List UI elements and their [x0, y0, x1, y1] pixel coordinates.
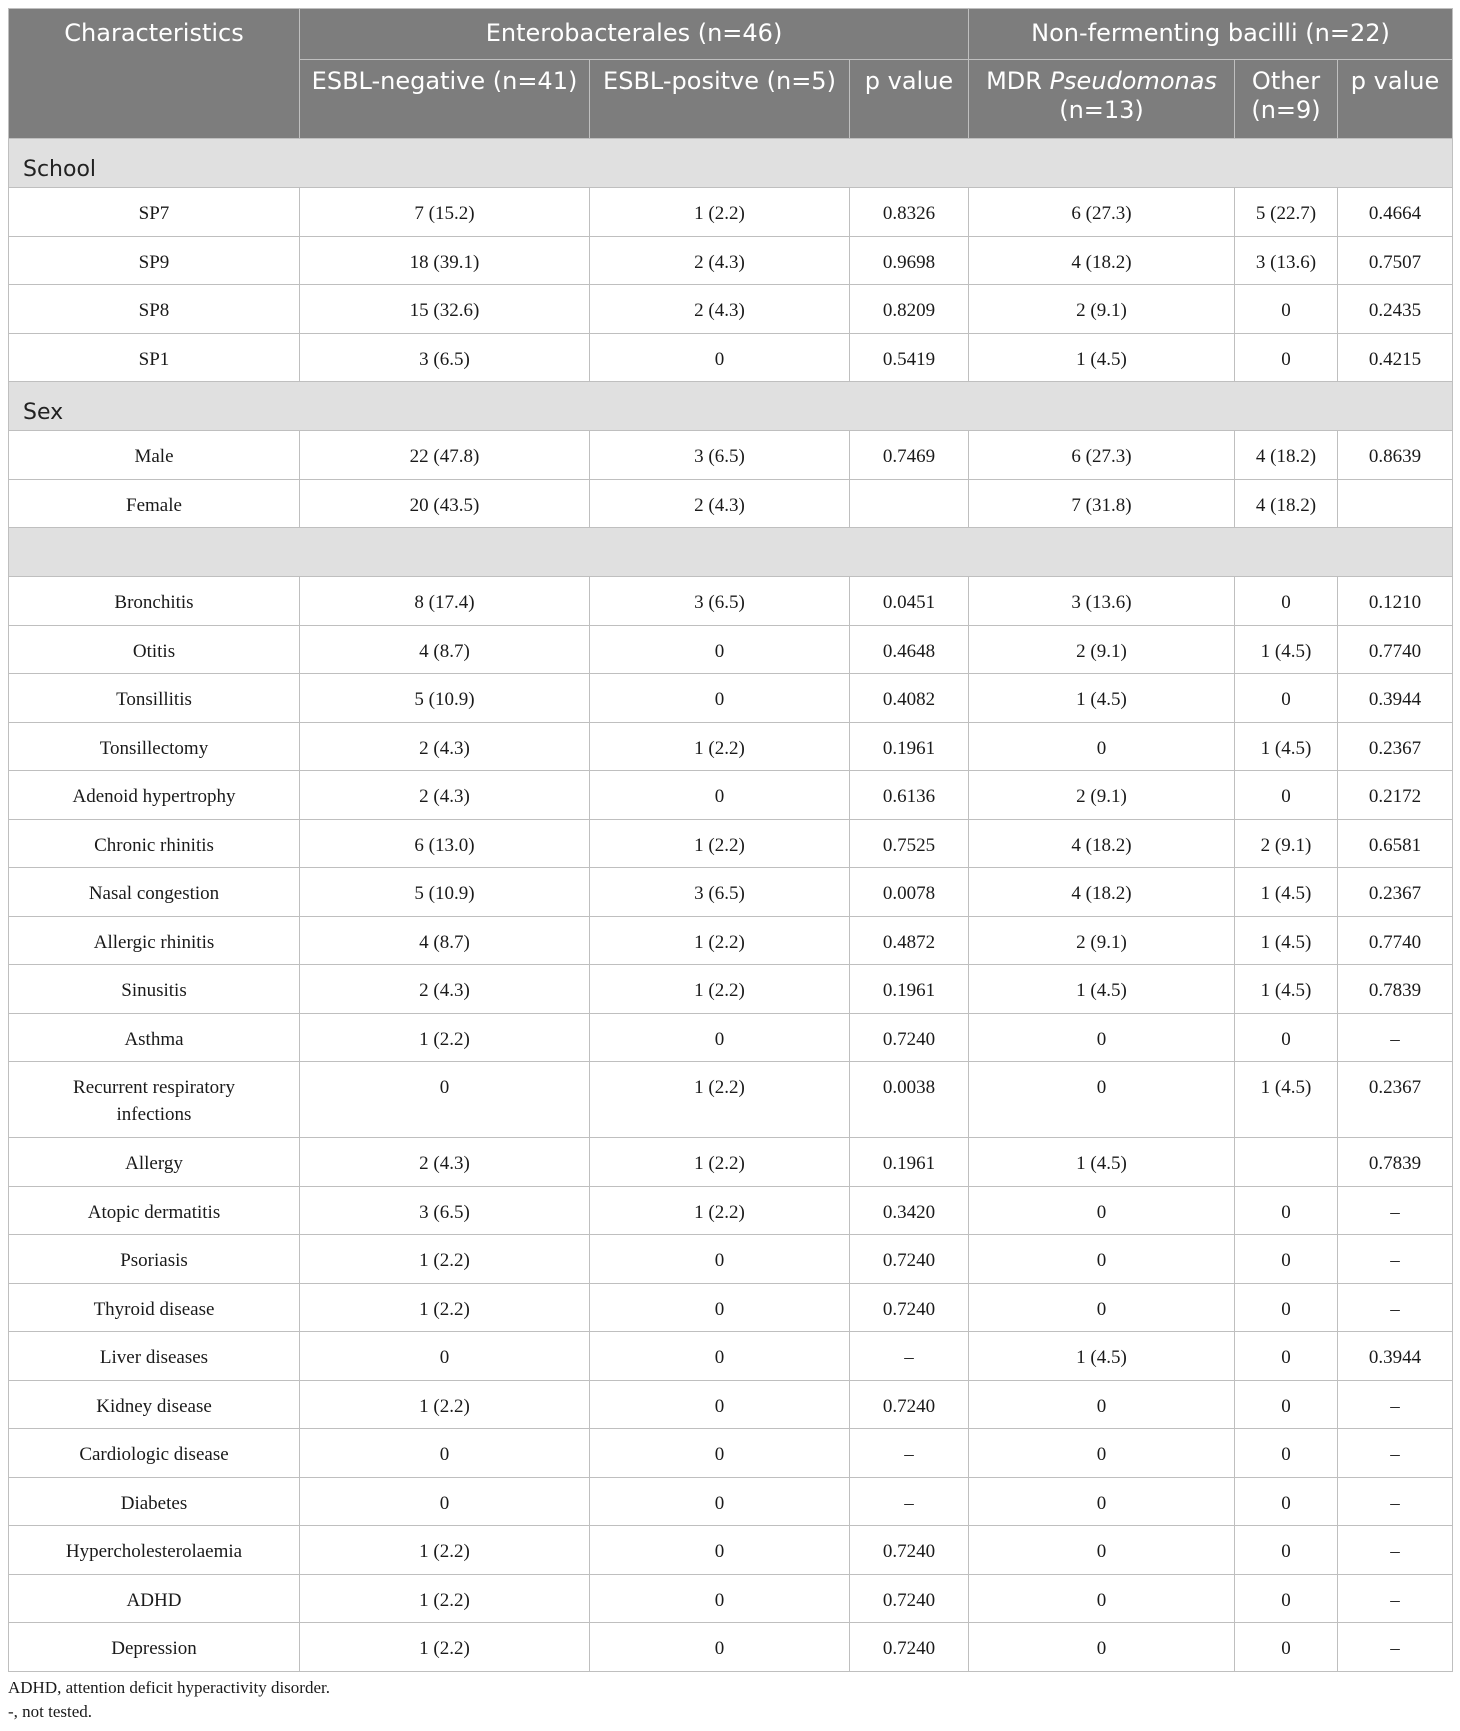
table-cell: 0.4872	[850, 916, 969, 965]
table-cell: 0	[590, 1235, 850, 1284]
header-mdr-prefix: MDR	[986, 67, 1050, 95]
table-cell	[1338, 479, 1453, 528]
table-cell: 0.1961	[850, 722, 969, 771]
table-cell: 0.7240	[850, 1235, 969, 1284]
table-cell: 0	[969, 722, 1235, 771]
table-cell: 7 (15.2)	[300, 188, 590, 237]
table-cell: 1 (4.5)	[1235, 916, 1338, 965]
table-cell: 0.7839	[1338, 965, 1453, 1014]
table-cell: 0.7740	[1338, 916, 1453, 965]
table-cell: 0	[1235, 1477, 1338, 1526]
table-cell: 0.7469	[850, 431, 969, 480]
table-cell: 1 (4.5)	[1235, 625, 1338, 674]
table-cell: 0.7507	[1338, 236, 1453, 285]
table-cell: 0.7740	[1338, 625, 1453, 674]
header-other	[1235, 60, 1338, 139]
table-cell: 3 (13.6)	[969, 577, 1235, 626]
table-cell: 0	[590, 1380, 850, 1429]
row-label: SP9	[9, 236, 300, 285]
table-cell: 1 (2.2)	[590, 965, 850, 1014]
table-cell: 4 (18.2)	[1235, 431, 1338, 480]
table-cell: 0	[590, 1332, 850, 1381]
row-label: Otitis	[9, 625, 300, 674]
table-cell: 0.1210	[1338, 577, 1453, 626]
table-cell: 0.7525	[850, 819, 969, 868]
table-cell: 2 (4.3)	[590, 236, 850, 285]
row-label: Sinusitis	[9, 965, 300, 1014]
table-cell: 0	[1235, 1526, 1338, 1575]
table-cell: 4 (18.2)	[969, 868, 1235, 917]
table-cell: 0	[969, 1186, 1235, 1235]
row-label: Allergic rhinitis	[9, 916, 300, 965]
table-cell: 0	[969, 1429, 1235, 1478]
table-cell: 0.9698	[850, 236, 969, 285]
table-cell: 8 (17.4)	[300, 577, 590, 626]
table-row	[9, 1574, 1453, 1623]
table-row	[9, 431, 1453, 480]
table-cell: 0	[590, 1283, 850, 1332]
header-mdr-genus: Pseudomonas	[1049, 67, 1217, 95]
table-cell: –	[850, 1332, 969, 1381]
table-cell: 0.8209	[850, 285, 969, 334]
table-row	[9, 1062, 1453, 1138]
table-cell: 0	[969, 1526, 1235, 1575]
table-cell: 0	[1235, 1332, 1338, 1381]
table-body	[9, 139, 1453, 1672]
table-cell: 0	[300, 1477, 590, 1526]
row-label: Allergy	[9, 1138, 300, 1187]
table-cell: 4 (8.7)	[300, 916, 590, 965]
table-cell: 0	[590, 1574, 850, 1623]
table-row	[9, 916, 1453, 965]
table-row	[9, 479, 1453, 528]
table-row	[9, 674, 1453, 723]
table-cell: 2 (4.3)	[300, 722, 590, 771]
header-esbl-negative: ESBL-negative (n=41)	[300, 60, 590, 139]
table-cell: 3 (6.5)	[300, 1186, 590, 1235]
section-row	[9, 139, 1453, 188]
row-label: Bronchitis	[9, 577, 300, 626]
table-row	[9, 577, 1453, 626]
table-cell: 1 (4.5)	[969, 674, 1235, 723]
row-label: SP8	[9, 285, 300, 334]
table-row	[9, 1283, 1453, 1332]
table-cell: 0.4082	[850, 674, 969, 723]
row-label: Thyroid disease	[9, 1283, 300, 1332]
row-label: Male	[9, 431, 300, 480]
table-cell: 0.3944	[1338, 1332, 1453, 1381]
table-cell: 0	[590, 625, 850, 674]
table-cell: 3 (6.5)	[590, 577, 850, 626]
table-cell: 4 (18.2)	[969, 819, 1235, 868]
table-cell: 2 (9.1)	[969, 916, 1235, 965]
table-cell: 0.7240	[850, 1013, 969, 1062]
table-header	[9, 9, 1453, 139]
table-row	[9, 1526, 1453, 1575]
table-row	[9, 285, 1453, 334]
table-cell: 0	[1235, 771, 1338, 820]
header-non-fermenting-bacilli: Non-fermenting bacilli (n=22)	[969, 9, 1453, 60]
table-cell: 1 (2.2)	[590, 819, 850, 868]
row-label: Diabetes	[9, 1477, 300, 1526]
table-cell: 0	[590, 1477, 850, 1526]
row-label: Chronic rhinitis	[9, 819, 300, 868]
table-cell: 0.1961	[850, 1138, 969, 1187]
row-label: Depression	[9, 1623, 300, 1672]
table-row	[9, 771, 1453, 820]
row-label: Kidney disease	[9, 1380, 300, 1429]
table-row	[9, 188, 1453, 237]
table-cell: 1 (2.2)	[300, 1235, 590, 1284]
table-cell: 2 (9.1)	[969, 625, 1235, 674]
header-p-value-1: p value	[850, 60, 969, 139]
table-cell: 2 (4.3)	[300, 965, 590, 1014]
table-cell: 0.8326	[850, 188, 969, 237]
footnotes	[8, 1676, 1452, 1724]
table-cell: 0	[300, 1062, 590, 1138]
table-cell: 0.3420	[850, 1186, 969, 1235]
table-row	[9, 1186, 1453, 1235]
header-other-label: Other	[1251, 67, 1321, 95]
table-cell: 2 (4.3)	[300, 1138, 590, 1187]
table-row	[9, 1138, 1453, 1187]
table-cell: 0	[1235, 1013, 1338, 1062]
table-cell: 6 (13.0)	[300, 819, 590, 868]
header-characteristics: Characteristics	[9, 9, 300, 139]
table-row	[9, 625, 1453, 674]
table-cell: 2 (4.3)	[590, 285, 850, 334]
table-cell: 1 (2.2)	[590, 1138, 850, 1187]
table-cell: 0	[969, 1062, 1235, 1138]
table-cell: 0.7240	[850, 1526, 969, 1575]
table-row	[9, 1477, 1453, 1526]
table-cell: 0.0038	[850, 1062, 969, 1138]
table-cell: –	[1338, 1013, 1453, 1062]
row-label: Tonsillectomy	[9, 722, 300, 771]
table-cell: 0.1961	[850, 965, 969, 1014]
table-cell: –	[850, 1429, 969, 1478]
section-title: Sex	[9, 382, 1453, 431]
table-cell: 2 (9.1)	[969, 771, 1235, 820]
table-cell: 0.6581	[1338, 819, 1453, 868]
table-cell: 15 (32.6)	[300, 285, 590, 334]
table-row	[9, 1429, 1453, 1478]
table-cell: 2 (9.1)	[1235, 819, 1338, 868]
table-cell: 0	[300, 1332, 590, 1381]
table-cell: 0.7240	[850, 1623, 969, 1672]
row-label: Atopic dermatitis	[9, 1186, 300, 1235]
header-mdr-pseudomonas	[969, 60, 1235, 139]
header-esbl-positive: ESBL-positve (n=5)	[590, 60, 850, 139]
table-cell: 0.4664	[1338, 188, 1453, 237]
table-row	[9, 819, 1453, 868]
header-enterobacterales: Enterobacterales (n=46)	[300, 9, 969, 60]
table-row	[9, 1623, 1453, 1672]
table-cell: 2 (4.3)	[590, 479, 850, 528]
table-cell: 0.4215	[1338, 333, 1453, 382]
table-cell: 5 (10.9)	[300, 674, 590, 723]
table-cell: 0	[590, 1623, 850, 1672]
table-cell: 3 (6.5)	[300, 333, 590, 382]
table-cell: 1 (2.2)	[590, 722, 850, 771]
table-cell: 1 (2.2)	[300, 1283, 590, 1332]
table-cell: –	[1338, 1477, 1453, 1526]
table-cell: 0	[1235, 1380, 1338, 1429]
table-cell: 0.7839	[1338, 1138, 1453, 1187]
table-cell: 0	[590, 333, 850, 382]
section-row	[9, 382, 1453, 431]
table-cell: 6 (27.3)	[969, 188, 1235, 237]
header-mdr-n: (n=13)	[1059, 96, 1144, 124]
table-cell: 1 (2.2)	[300, 1574, 590, 1623]
table-cell: 0	[1235, 1235, 1338, 1284]
table-cell	[1235, 1138, 1338, 1187]
table-row	[9, 1235, 1453, 1284]
row-label: Tonsillitis	[9, 674, 300, 723]
table-container	[8, 8, 1452, 1724]
table-cell: 7 (31.8)	[969, 479, 1235, 528]
row-label: Cardiologic disease	[9, 1429, 300, 1478]
table-cell: 1 (2.2)	[300, 1013, 590, 1062]
row-label: SP1	[9, 333, 300, 382]
row-label: ADHD	[9, 1574, 300, 1623]
table-cell: 0.7240	[850, 1380, 969, 1429]
table-cell: 1 (4.5)	[1235, 1062, 1338, 1138]
table-cell: –	[1338, 1429, 1453, 1478]
table-cell: 1 (4.5)	[969, 1138, 1235, 1187]
table-cell: 0	[1235, 577, 1338, 626]
row-label: Recurrent respiratory infections	[9, 1062, 300, 1138]
table-cell: 1 (4.5)	[969, 1332, 1235, 1381]
table-cell: 1 (2.2)	[300, 1380, 590, 1429]
table-cell	[850, 479, 969, 528]
row-label: Nasal congestion	[9, 868, 300, 917]
table-cell: 0	[1235, 1574, 1338, 1623]
table-cell: 0	[969, 1574, 1235, 1623]
table-cell: 2 (4.3)	[300, 771, 590, 820]
table-cell: –	[1338, 1380, 1453, 1429]
table-cell: 3 (13.6)	[1235, 236, 1338, 285]
table-cell: 0	[969, 1013, 1235, 1062]
table-cell: 4 (18.2)	[1235, 479, 1338, 528]
row-label: Asthma	[9, 1013, 300, 1062]
section-title: School	[9, 139, 1453, 188]
table-cell: 0.2367	[1338, 722, 1453, 771]
table-cell: 0	[1235, 1429, 1338, 1478]
table-cell: 5 (10.9)	[300, 868, 590, 917]
row-label: Hypercholesterolaemia	[9, 1526, 300, 1575]
table-cell: 0	[590, 1526, 850, 1575]
table-row	[9, 236, 1453, 285]
table-cell: –	[850, 1477, 969, 1526]
row-label: Psoriasis	[9, 1235, 300, 1284]
table-cell: 0	[1235, 285, 1338, 334]
table-cell: 0	[969, 1283, 1235, 1332]
table-cell: 3 (6.5)	[590, 868, 850, 917]
row-label: Female	[9, 479, 300, 528]
table-cell: 5 (22.7)	[1235, 188, 1338, 237]
table-cell: 0.5419	[850, 333, 969, 382]
table-cell: 0.0451	[850, 577, 969, 626]
row-label: SP7	[9, 188, 300, 237]
table-cell: 1 (4.5)	[969, 965, 1235, 1014]
table-cell: –	[1338, 1526, 1453, 1575]
table-cell: 0.6136	[850, 771, 969, 820]
table-row	[9, 1380, 1453, 1429]
table-row	[9, 722, 1453, 771]
table-cell: 22 (47.8)	[300, 431, 590, 480]
table-cell: 0	[1235, 1283, 1338, 1332]
table-cell: 0	[1235, 674, 1338, 723]
table-cell: –	[1338, 1574, 1453, 1623]
table-cell: 2 (9.1)	[969, 285, 1235, 334]
table-cell: 0.3944	[1338, 674, 1453, 723]
table-cell: 0	[1235, 333, 1338, 382]
footnote: -, not tested.	[8, 1701, 93, 1721]
table-row	[9, 333, 1453, 382]
header-other-n: (n=9)	[1251, 96, 1321, 124]
table-cell: 20 (43.5)	[300, 479, 590, 528]
table-cell: 0.7240	[850, 1283, 969, 1332]
table-cell: 0	[590, 674, 850, 723]
table-cell: 1 (2.2)	[300, 1623, 590, 1672]
table-cell: 0	[300, 1429, 590, 1478]
table-row	[9, 965, 1453, 1014]
table-cell: 4 (8.7)	[300, 625, 590, 674]
table-cell: –	[1338, 1186, 1453, 1235]
table-cell: 1 (2.2)	[590, 916, 850, 965]
table-cell: 0	[590, 1429, 850, 1478]
table-cell: 0	[590, 771, 850, 820]
table-cell: 1 (2.2)	[590, 1186, 850, 1235]
table-cell: 0	[969, 1380, 1235, 1429]
table-cell: 0.4648	[850, 625, 969, 674]
table-cell: 0	[969, 1235, 1235, 1284]
table-cell: –	[1338, 1283, 1453, 1332]
table-cell: 1 (2.2)	[590, 1062, 850, 1138]
header-p-value-2: p value	[1338, 60, 1453, 139]
table-cell: 1 (4.5)	[1235, 868, 1338, 917]
table-cell: –	[1338, 1235, 1453, 1284]
table-cell: –	[1338, 1623, 1453, 1672]
table-row	[9, 1332, 1453, 1381]
table-cell: 0.2172	[1338, 771, 1453, 820]
table-cell: 0.7240	[850, 1574, 969, 1623]
table-row	[9, 1013, 1453, 1062]
table-cell: 18 (39.1)	[300, 236, 590, 285]
section-title	[9, 528, 1453, 577]
table-cell: 0.2367	[1338, 1062, 1453, 1138]
table-cell: 1 (2.2)	[300, 1526, 590, 1575]
row-label: Liver diseases	[9, 1332, 300, 1381]
table-cell: 1 (4.5)	[1235, 965, 1338, 1014]
characteristics-table	[8, 8, 1453, 1672]
section-row	[9, 528, 1453, 577]
table-cell: 0.2435	[1338, 285, 1453, 334]
table-cell: 4 (18.2)	[969, 236, 1235, 285]
table-cell: 0.2367	[1338, 868, 1453, 917]
table-cell: 0	[1235, 1623, 1338, 1672]
table-cell: 0	[969, 1623, 1235, 1672]
table-cell: 0.8639	[1338, 431, 1453, 480]
row-label: Adenoid hypertrophy	[9, 771, 300, 820]
table-row	[9, 868, 1453, 917]
table-cell: 3 (6.5)	[590, 431, 850, 480]
table-cell: 0.0078	[850, 868, 969, 917]
table-cell: 1 (4.5)	[1235, 722, 1338, 771]
footnote: ADHD, attention deficit hyperactivity disorder.	[8, 1677, 330, 1697]
table-cell: 1 (4.5)	[969, 333, 1235, 382]
table-cell: 0	[1235, 1186, 1338, 1235]
table-cell: 1 (2.2)	[590, 188, 850, 237]
table-cell: 0	[969, 1477, 1235, 1526]
table-cell: 6 (27.3)	[969, 431, 1235, 480]
table-cell: 0	[590, 1013, 850, 1062]
